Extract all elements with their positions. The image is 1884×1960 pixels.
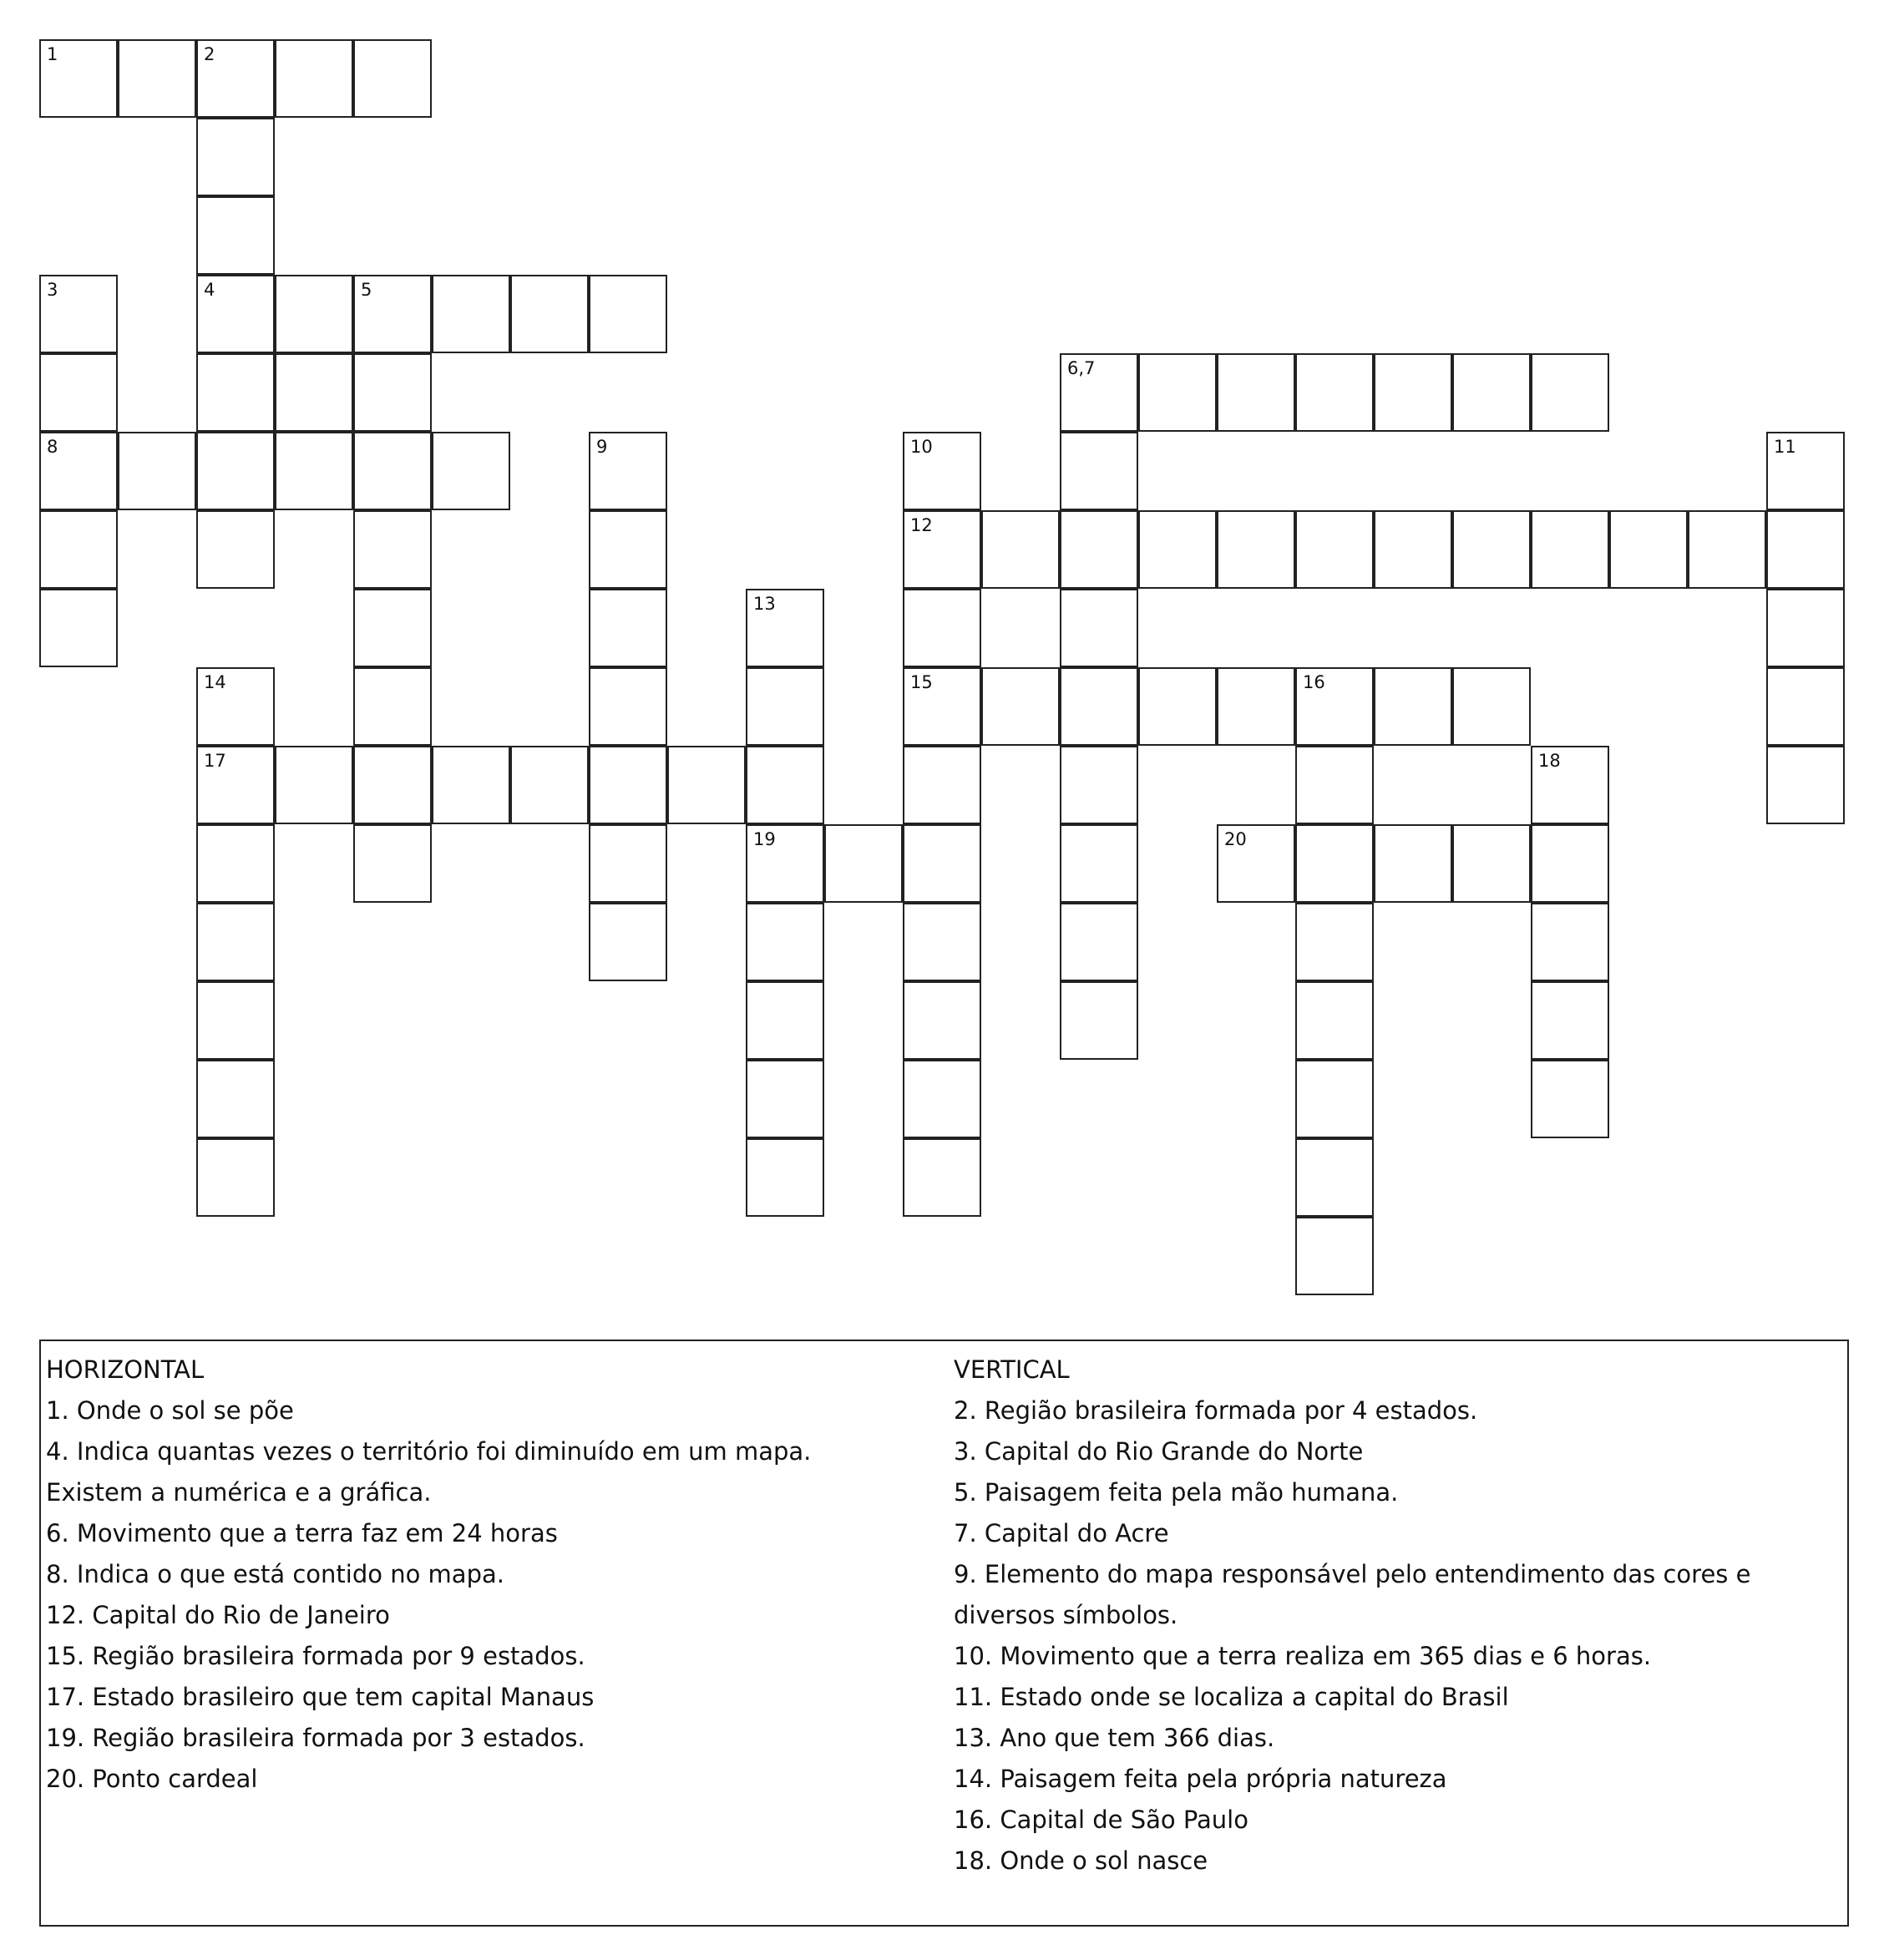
cell-number: 17	[204, 751, 226, 771]
crossword-cell[interactable]	[39, 275, 118, 353]
crossword-cell[interactable]	[1374, 667, 1452, 746]
crossword-cell[interactable]	[118, 432, 196, 510]
horizontal-clue: 12. Capital do Rio de Janeiro	[46, 1601, 390, 1629]
crossword-cell[interactable]	[1060, 981, 1138, 1060]
clues-box	[39, 1340, 1849, 1927]
crossword-cell[interactable]	[432, 746, 510, 824]
cell-number: 19	[753, 829, 776, 849]
cell-number: 12	[910, 515, 933, 535]
crossword-cell[interactable]	[353, 824, 432, 903]
crossword-cell[interactable]	[39, 510, 118, 589]
crossword-cell[interactable]	[1766, 746, 1845, 824]
crossword-cell[interactable]	[1766, 667, 1845, 746]
crossword-cell[interactable]	[275, 39, 353, 118]
crossword-cell[interactable]	[196, 746, 275, 824]
crossword-cell[interactable]	[1452, 824, 1531, 903]
crossword-cell[interactable]	[667, 746, 746, 824]
crossword-cell[interactable]	[746, 589, 824, 667]
crossword-cell[interactable]	[353, 353, 432, 432]
vertical-clue: 7. Capital do Acre	[954, 1519, 1169, 1547]
crossword-cell[interactable]	[589, 824, 667, 903]
cell-number: 15	[910, 672, 933, 692]
crossword-cell[interactable]	[1374, 353, 1452, 432]
crossword-cell[interactable]	[196, 353, 275, 432]
crossword-cell[interactable]	[510, 275, 589, 353]
crossword-cell[interactable]	[589, 903, 667, 981]
crossword-cell[interactable]	[196, 118, 275, 196]
crossword-cell[interactable]	[746, 1138, 824, 1217]
crossword-cell[interactable]	[196, 432, 275, 510]
cell-number: 5	[361, 280, 372, 300]
crossword-cell[interactable]	[1060, 432, 1138, 510]
crossword-cell[interactable]	[1766, 589, 1845, 667]
crossword-cell[interactable]	[196, 39, 275, 118]
crossword-cell[interactable]	[1295, 981, 1374, 1060]
crossword-cell[interactable]	[981, 510, 1060, 589]
vertical-clue: 18. Onde o sol nasce	[954, 1846, 1208, 1875]
crossword-cell[interactable]	[589, 275, 667, 353]
crossword-cell[interactable]	[1295, 746, 1374, 824]
crossword-cell[interactable]	[903, 1060, 981, 1138]
vertical-clue: 9. Elemento do mapa responsável pelo entendimento das cores e diversos símbolos.	[954, 1560, 1751, 1629]
cell-number: 4	[204, 280, 215, 300]
vertical-clue: 3. Capital do Rio Grande do Norte	[954, 1437, 1364, 1466]
crossword-cell[interactable]	[196, 981, 275, 1060]
crossword-cell[interactable]	[196, 903, 275, 981]
crossword-cell[interactable]	[1060, 510, 1138, 589]
horizontal-clue: 4. Indica quantas vezes o território foi diminuído em um mapa. Existem a numérica e a gráfica.	[46, 1437, 812, 1507]
horizontal-clue: 15. Região brasileira formada por 9 estados.	[46, 1642, 585, 1670]
vertical-clues	[954, 1350, 1831, 1881]
crossword-cell[interactable]	[39, 39, 118, 118]
crossword-cell[interactable]	[353, 667, 432, 746]
cell-number: 20	[1224, 829, 1247, 849]
crossword-cell[interactable]	[353, 39, 432, 118]
crossword-cell[interactable]	[1295, 667, 1374, 746]
crossword-cell[interactable]	[746, 981, 824, 1060]
crossword-cell[interactable]	[432, 275, 510, 353]
cell-number: 3	[47, 280, 58, 300]
vertical-clue: 5. Paisagem feita pela mão humana.	[954, 1478, 1399, 1507]
horizontal-heading: HORIZONTAL	[46, 1355, 205, 1384]
crossword-cell[interactable]	[39, 353, 118, 432]
crossword-cell[interactable]	[903, 1138, 981, 1217]
crossword-cell[interactable]	[196, 824, 275, 903]
horizontal-clues	[46, 1350, 914, 1800]
crossword-cell[interactable]	[1295, 824, 1374, 903]
cell-number: 14	[204, 672, 226, 692]
cell-number: 9	[596, 437, 608, 457]
crossword-cell[interactable]	[746, 667, 824, 746]
crossword-cell[interactable]	[746, 903, 824, 981]
crossword-cell[interactable]	[1217, 510, 1295, 589]
horizontal-clue: 17. Estado brasileiro que tem capital Manaus	[46, 1683, 595, 1711]
crossword-cell[interactable]	[1060, 824, 1138, 903]
crossword-cell[interactable]	[1060, 746, 1138, 824]
crossword-cell[interactable]	[1217, 824, 1295, 903]
crossword-cell[interactable]	[1138, 510, 1217, 589]
crossword-cell[interactable]	[196, 275, 275, 353]
crossword-cell[interactable]	[1531, 1060, 1609, 1138]
crossword-cell[interactable]	[1217, 353, 1295, 432]
crossword-cell[interactable]	[589, 667, 667, 746]
crossword-cell[interactable]	[196, 1138, 275, 1217]
vertical-clue: 11. Estado onde se localiza a capital do Brasil	[954, 1683, 1509, 1711]
crossword-cell[interactable]	[1295, 903, 1374, 981]
crossword-cell[interactable]	[1295, 1060, 1374, 1138]
crossword-cell[interactable]	[275, 746, 353, 824]
crossword-cell[interactable]	[196, 510, 275, 589]
crossword-cell[interactable]	[275, 353, 353, 432]
crossword-cell[interactable]	[510, 746, 589, 824]
crossword-cell[interactable]	[903, 510, 981, 589]
crossword-cell[interactable]	[1374, 510, 1452, 589]
crossword-cell[interactable]	[1688, 510, 1766, 589]
crossword-cell[interactable]	[746, 824, 824, 903]
crossword-cell[interactable]	[903, 981, 981, 1060]
crossword-cell[interactable]	[903, 746, 981, 824]
crossword-cell[interactable]	[1531, 903, 1609, 981]
crossword-cell[interactable]	[981, 667, 1060, 746]
crossword-cell[interactable]	[746, 746, 824, 824]
crossword-cell[interactable]	[1295, 1217, 1374, 1295]
crossword-cell[interactable]	[1138, 667, 1217, 746]
crossword-cell[interactable]	[1217, 667, 1295, 746]
crossword-cell[interactable]	[353, 275, 432, 353]
vertical-clue: 10. Movimento que a terra realiza em 365 dias e 6 horas.	[954, 1642, 1652, 1670]
crossword-cell[interactable]	[1609, 510, 1688, 589]
crossword-cell[interactable]	[1766, 510, 1845, 589]
crossword-cell[interactable]	[589, 432, 667, 510]
crossword-cell[interactable]	[353, 432, 432, 510]
crossword-cell[interactable]	[903, 589, 981, 667]
crossword-cell[interactable]	[1060, 589, 1138, 667]
crossword-cell[interactable]	[1295, 510, 1374, 589]
vertical-heading: VERTICAL	[954, 1355, 1070, 1384]
cell-number: 18	[1538, 751, 1561, 771]
crossword-cell[interactable]	[1531, 981, 1609, 1060]
crossword-cell[interactable]	[903, 432, 981, 510]
crossword-cell[interactable]	[1452, 353, 1531, 432]
crossword-cell[interactable]	[1452, 667, 1531, 746]
crossword-cell[interactable]	[196, 667, 275, 746]
horizontal-clue: 20. Ponto cardeal	[46, 1765, 258, 1793]
vertical-clue: 14. Paisagem feita pela própria natureza	[954, 1765, 1447, 1793]
crossword-cell[interactable]	[353, 510, 432, 589]
crossword-cell[interactable]	[1531, 353, 1609, 432]
crossword-cell[interactable]	[39, 432, 118, 510]
cell-number: 11	[1774, 437, 1796, 457]
crossword-cell[interactable]	[1531, 510, 1609, 589]
crossword-cell[interactable]	[196, 196, 275, 275]
horizontal-clue: 6. Movimento que a terra faz em 24 horas	[46, 1519, 558, 1547]
vertical-clue: 16. Capital de São Paulo	[954, 1806, 1248, 1834]
crossword-cell[interactable]	[353, 746, 432, 824]
crossword-cell[interactable]	[1295, 353, 1374, 432]
crossword-cell[interactable]	[1766, 432, 1845, 510]
crossword-cell[interactable]	[432, 432, 510, 510]
crossword-cell[interactable]	[1060, 667, 1138, 746]
crossword-cell[interactable]	[1374, 824, 1452, 903]
crossword-cell[interactable]	[589, 510, 667, 589]
cell-number: 1	[47, 44, 58, 64]
crossword-cell[interactable]	[1060, 353, 1138, 432]
crossword-cell[interactable]	[1531, 746, 1609, 824]
crossword-cell[interactable]	[196, 1060, 275, 1138]
vertical-clue: 13. Ano que tem 366 dias.	[954, 1724, 1275, 1752]
crossword-cell[interactable]	[353, 589, 432, 667]
cell-number: 6,7	[1067, 358, 1096, 378]
cell-number: 16	[1303, 672, 1325, 692]
crossword-cell[interactable]	[1138, 353, 1217, 432]
crossword-cell[interactable]	[39, 589, 118, 667]
horizontal-clue: 19. Região brasileira formada por 3 estados.	[46, 1724, 585, 1752]
cell-number: 2	[204, 44, 215, 64]
crossword-cell[interactable]	[589, 746, 667, 824]
horizontal-clue: 1. Onde o sol se põe	[46, 1396, 294, 1425]
cell-number: 8	[47, 437, 58, 457]
vertical-clue: 2. Região brasileira formada por 4 estados.	[954, 1396, 1478, 1425]
crossword-cell[interactable]	[1452, 510, 1531, 589]
crossword-cell[interactable]	[824, 824, 903, 903]
crossword-cell[interactable]	[1060, 903, 1138, 981]
crossword-cell[interactable]	[903, 903, 981, 981]
crossword-cell[interactable]	[275, 432, 353, 510]
crossword-cell[interactable]	[275, 275, 353, 353]
crossword-cell[interactable]	[1531, 824, 1609, 903]
crossword-cell[interactable]	[903, 667, 981, 746]
crossword-cell[interactable]	[746, 1060, 824, 1138]
crossword-cell[interactable]	[903, 824, 981, 903]
crossword-cell[interactable]	[1295, 1138, 1374, 1217]
cell-number: 10	[910, 437, 933, 457]
cell-number: 13	[753, 594, 776, 614]
horizontal-clue: 8. Indica o que está contido no mapa.	[46, 1560, 504, 1588]
crossword-cell[interactable]	[589, 589, 667, 667]
crossword-cell[interactable]	[118, 39, 196, 118]
